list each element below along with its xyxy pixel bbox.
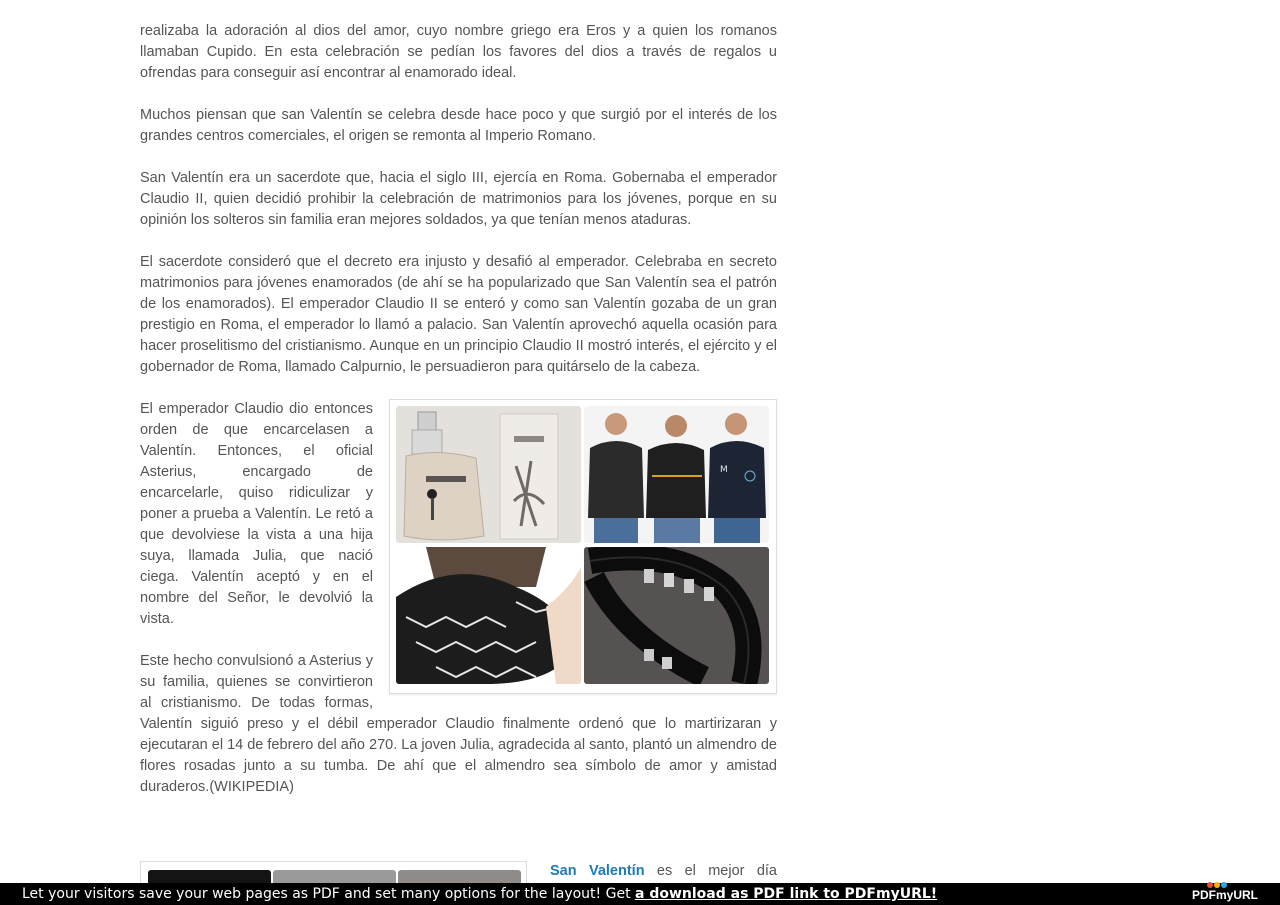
thumbnail-image [398, 870, 521, 883]
banner-text: Let your visitors save your web pages as PDF and set many options for the layout! Get [22, 886, 636, 902]
san-valentin-link[interactable]: San Valentín [550, 863, 645, 879]
second-collage [140, 861, 527, 883]
promo-text [550, 861, 777, 882]
perfume-image [396, 406, 581, 543]
product-collage [389, 399, 777, 694]
thumbnail-image [148, 870, 271, 883]
bracelet-image [584, 547, 769, 684]
paragraph: Muchos piensan que san Valentín se celebra desde hace poco y que surgió por el interés de los grandes centros comerciales, el origen se remonta al Imperio Romano. [140, 107, 777, 144]
thumbnail-image [273, 870, 396, 883]
paragraph: San Valentín era un sacerdote que, hacia el siglo III, ejercía en Roma. Gobernaba el emperador Claudio II, quien decidió prohibir la celebración de matrimonios para los jóvenes, porque en su opinión los solteros sin familia eran mejores soldados, ya que tenían menos ataduras. [140, 170, 777, 228]
paragraph: El emperador Claudio dio entonces orden de que encarcelasen a Valentín. Entonces, el oficial Asterius, encargado de encarcelarle, quiso ridiculizar y poner a prueba a Valentín. Le retó a que devolviese la vista a una hija suya, llamada Julia, que nació ciega. Valentín aceptó y en el nombre del Señor, le devolvió la vista. [140, 401, 373, 627]
promo-rest: es el mejor día [644, 863, 777, 879]
scarf-image [396, 547, 581, 684]
pdfmyurl-logo[interactable] [1192, 885, 1258, 905]
paragraph: El sacerdote consideró que el decreto era injusto y desafió al emperador. Celebraba en secreto matrimonios para jóvenes enamorados (de ahí se ha popularizado que San Valentín sea el patrón de los enamorados). El emperador Claudio II se enteró y como san Valentín gozaba de un gran prestigio en Roma, el emperador lo llamó a palacio. San Valentín aprovechó aquella ocasión para hacer proselitismo del cristianismo. Aunque en un principio Claudio II mostró interés, el ejército y el gobernador de Roma, llamado Calpurnio, le persuadieron para quitárselo de la cabeza. [140, 254, 777, 375]
paragraph: realizaba la adoración al dios del amor, cuyo nombre griego era Eros y a quien los romanos llamaban Cupido. En esta celebración se pedían los favores del dios a través de regalos u ofrendas para conseguir así encontrar al enamorado ideal. [140, 23, 777, 81]
paragraph: Este hecho convulsionó a Asterius y su familia, quienes se convirtieron al cristianismo. De todas formas, Valentín siguió preso y el débil emperador Claudio finalmente ordenó que lo martirizaran y ejecutaran el 14 de febrero del año 270. La joven Julia, agradecida al santo, plantó un almendro de flores rosadas junto a su tumba. De ahí que el almendro sea símbolo de amor y amistad duraderos.(WIKIPEDIA) [140, 653, 777, 795]
next-section-preview [140, 861, 777, 883]
logo-mark-icon [1206, 881, 1232, 889]
pdfmyurl-banner [0, 883, 1280, 905]
logo-text: PDFmyURL [1191, 888, 1258, 902]
svg-text:M: M [720, 465, 728, 475]
pdfmyurl-link[interactable]: a download as PDF link to PDFmyURL! [635, 886, 938, 902]
hoodies-image [584, 406, 769, 543]
article-body [140, 21, 777, 798]
